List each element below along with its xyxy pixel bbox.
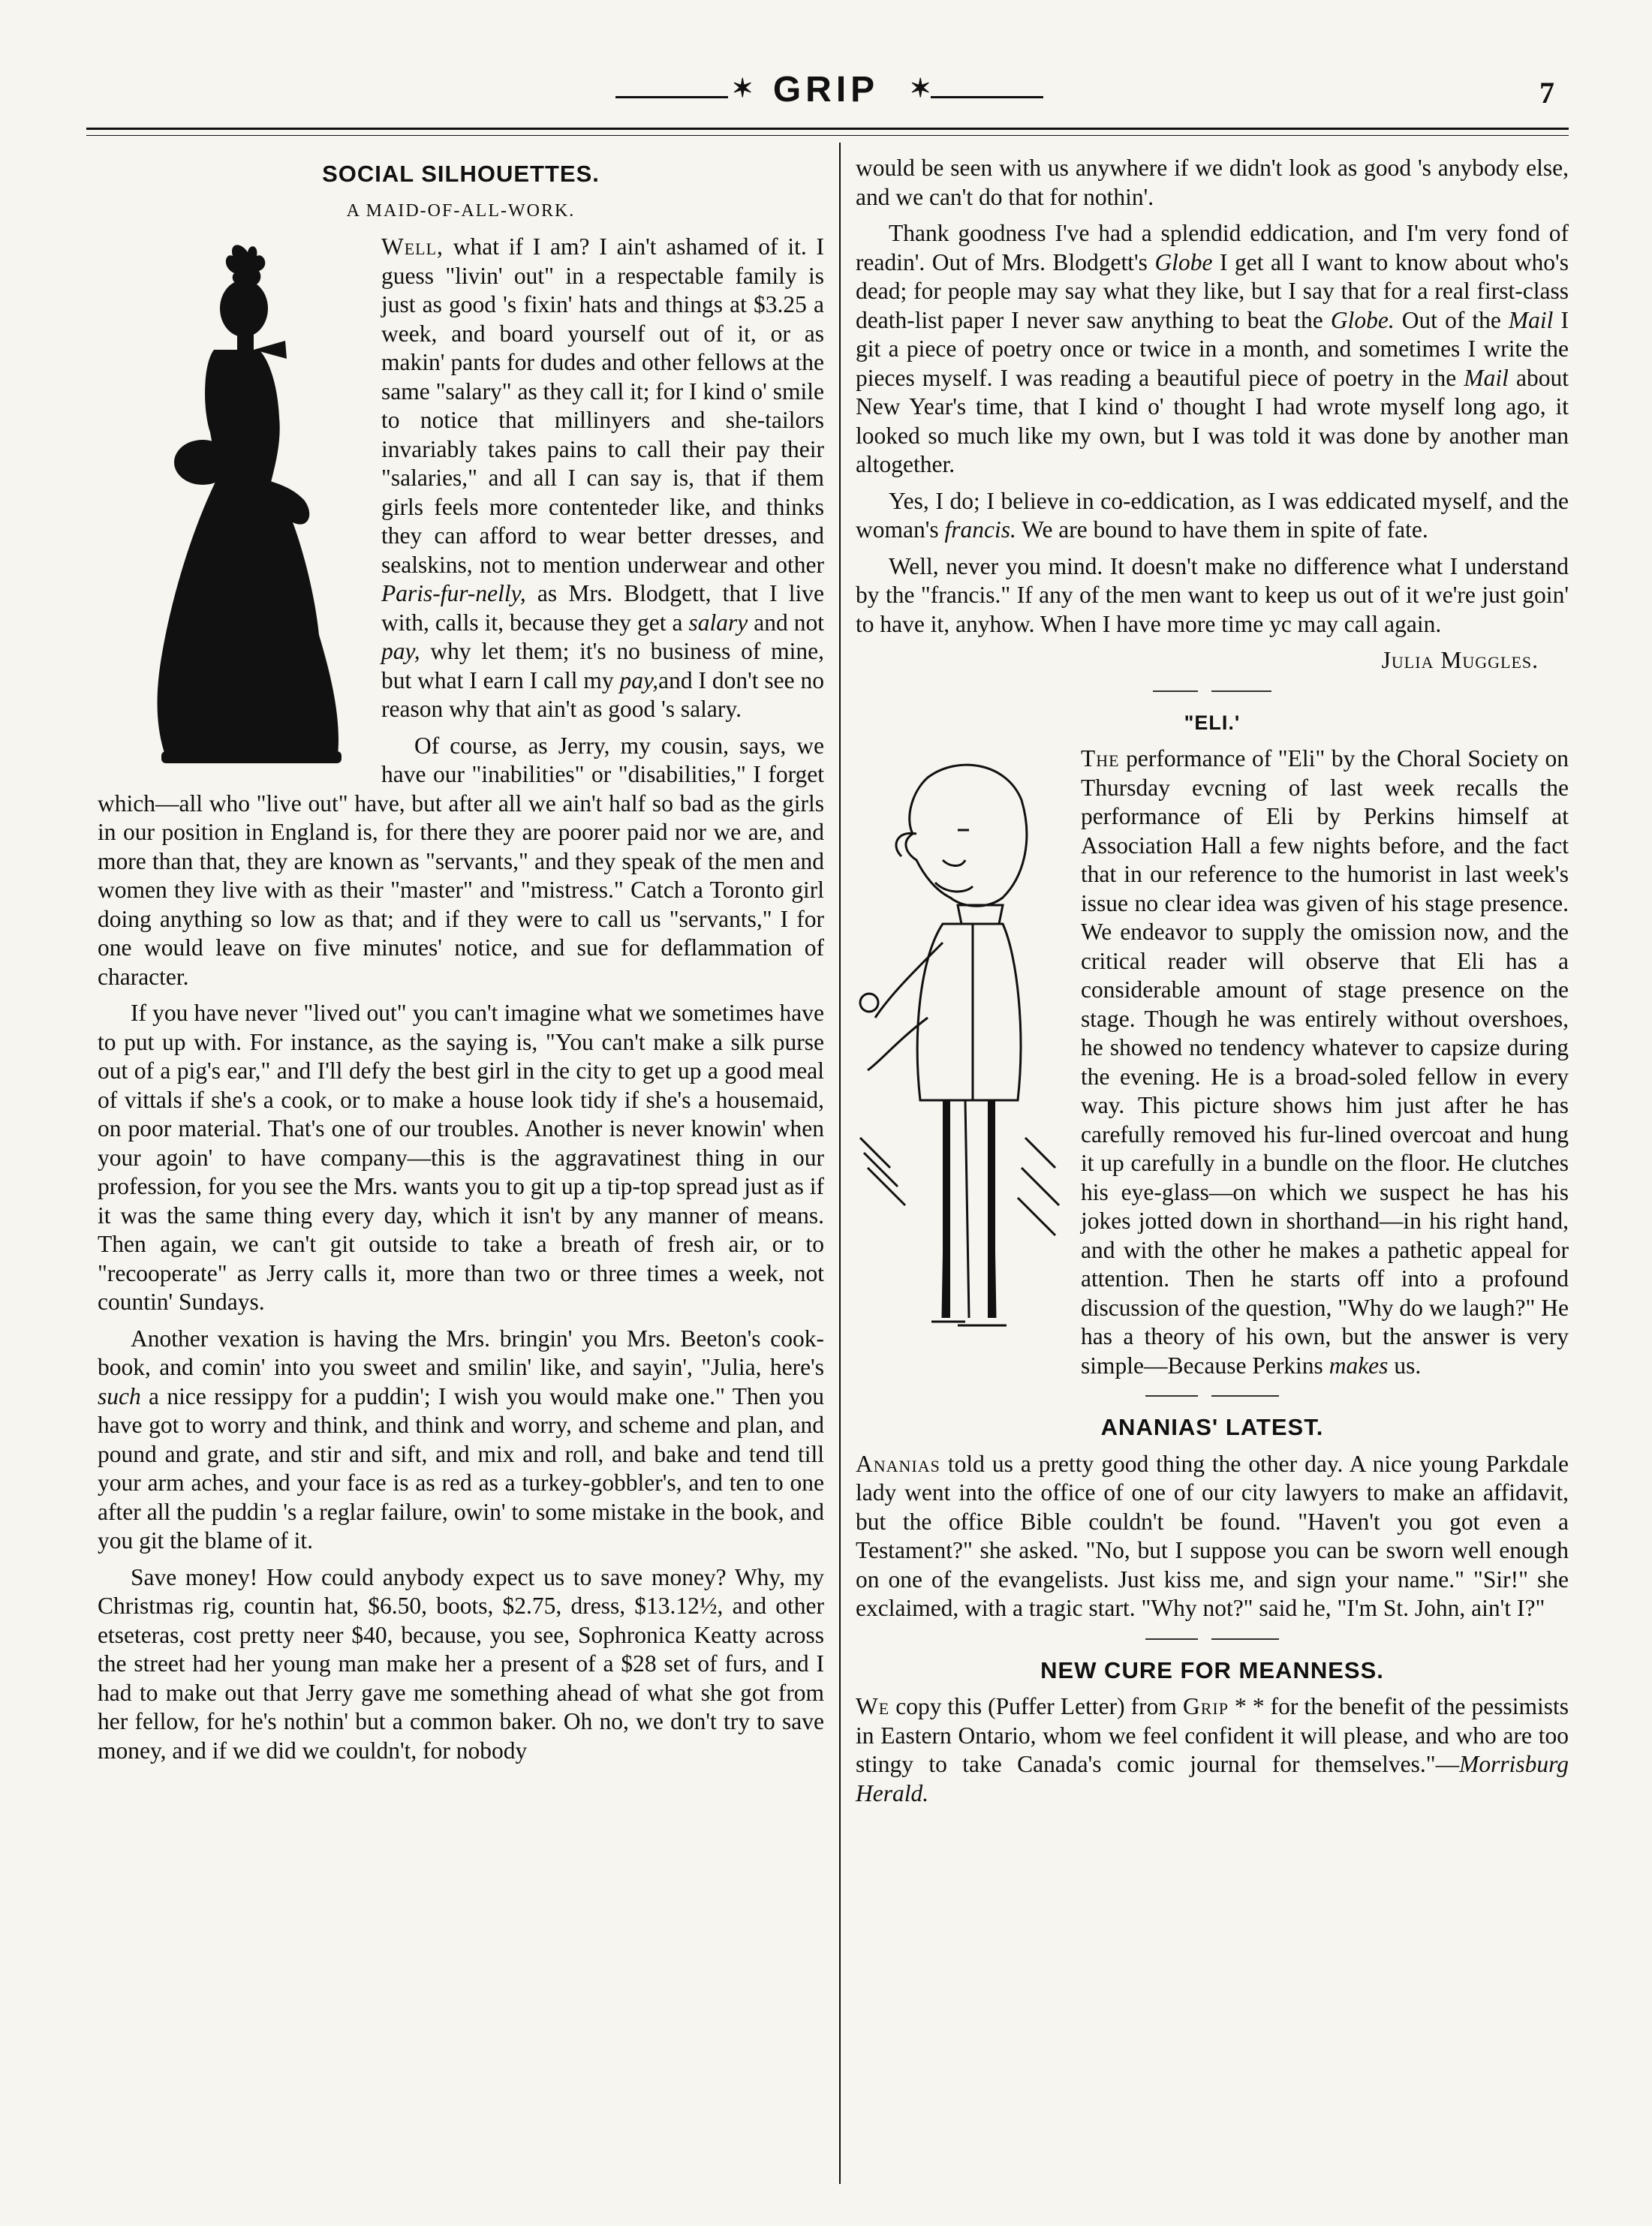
italic-text: Morrisburg Herald.	[856, 1751, 1569, 1806]
text-run: Out of the	[1394, 306, 1509, 333]
header-rule-thin	[86, 135, 1569, 136]
divider-segment	[1211, 690, 1271, 692]
italic-text: Mail	[1508, 306, 1554, 333]
section-divider	[856, 1638, 1569, 1640]
paragraph: Save money! How could anybody expect us to save money? Why, my Christmas rig, countin hat, $6.50, boots, $2.75, dress, $13.12½, and other etseteras, cost pretty neer $40, because, you see, Sophronica Keatty across the street had her young man make her a present of a $28 set of furs, and I had to make out that Jerry gave me something ahead of what she got from her fellow, for he's nothin' but a common baker. Oh no, we don't try to save money, and if we did we couldn't, for nobody	[98, 1563, 824, 1764]
paragraph: would be seen with us anywhere if we didn't look as good 's anybody else, and we can't do that for nothin'.	[856, 155, 1569, 210]
text-run: * * for the benefit of the pessimists in Eastern Ontario, whom we feel confident it will please, and who are too stingy to take Canada's comic journal for themselves."—	[856, 1693, 1569, 1777]
paragraph	[856, 487, 1569, 545]
text-run: I get all I want to know about who's dead; for people may say what they like, but I say that for a real first-class death-list paper I never saw anything to beat the	[856, 248, 1569, 333]
text-run: performance of "Eli" by the Choral Society on Thursday evcning of last week recalls the performance of Eli by Perkins himself at Association Hall a few nights before, and the fact that in our reference to the humorist in last week's issue no clear idea was given of his stage presence. We endeavor to supply the omission now, and the critical reader will observe that Eli has a considerable amount of stage presence on the stage. Though he was entirely without overshoes, he showed no tendency whatever to capsize during the evening. He is a broad-soled fellow in every way. This picture shows him just after he has carefully removed his fur-lined overcoat and hung it up carefully in a bundle on the floor. He clutches his eye-glass—on which we suspect he has his jokes jotted down in shorthand—in his right hand, and with the other he makes a pathetic appeal for attention. Then he starts off into a profound discussion of the question, "Why do we laugh?" He has a theory of his own, but the answer is very simple—Because Perkins	[1081, 745, 1569, 1379]
article-heading: ANANIAS' LATEST.	[1100, 1414, 1324, 1440]
text-run: and not	[748, 609, 824, 636]
italic-text: Globe	[1154, 248, 1213, 275]
divider-segment	[1145, 1638, 1198, 1640]
column-divider	[839, 143, 841, 2184]
author-signature: Julia Muggles.	[1381, 647, 1539, 673]
divider-segment	[1211, 1395, 1279, 1397]
section-divider	[856, 690, 1569, 692]
masthead	[0, 69, 1652, 114]
divider-segment	[1153, 690, 1198, 692]
text-run: We are bound to have them in spite of fate.	[1016, 516, 1428, 543]
section-divider	[856, 1395, 1569, 1397]
text-run: I git a piece of poetry once or twice in a month, and sometimes I write the pieces myself. I was reading a beautiful piece of poetry in the	[856, 306, 1569, 391]
divider-segment	[1145, 1395, 1198, 1397]
star-ornament-icon: ✶	[910, 75, 931, 103]
paragraph	[98, 1325, 824, 1556]
text-run: Yes, I do; I believe in co-eddication, as I was eddicated myself, and the woman's	[856, 487, 1569, 543]
text-run: why let them; it's no business of mine, but what I earn I call my	[381, 638, 824, 693]
text-run: and I don't see no reason why that ain't as good 's salary.	[381, 666, 825, 722]
publication-name: Grip	[1182, 1693, 1229, 1719]
right-column	[856, 154, 1569, 1815]
divider-segment	[1211, 1638, 1279, 1640]
italic-text: Paris-fur-nelly,	[381, 580, 526, 606]
masthead-rule-right	[931, 96, 1043, 98]
star-ornament-icon: ✶	[732, 75, 754, 103]
article-heading: "ELI.'	[1184, 711, 1241, 734]
article-heading: SOCIAL SILHOUETTES.	[322, 161, 600, 187]
woman-silhouette-icon	[90, 237, 368, 778]
italic-text: pay,	[381, 638, 420, 664]
italic-text: francis.	[944, 516, 1016, 543]
page-number: 7	[1539, 76, 1554, 110]
text-run: Another vexation is having the Mrs. bringin' you Mrs. Beeton's cook-book, and comin' into you sweet and smilin' like, and sayin', "Julia, here's	[98, 1325, 824, 1380]
italic-text: salary	[688, 609, 748, 636]
lead-word: We	[856, 1693, 890, 1719]
left-column	[98, 154, 824, 1773]
paragraph: Of course, as Jerry, my cousin, says, we have our "inabilities" or "disabilities," I forget which—all who "live out" have, but after all we ain't half so bad as the girls in our position in England is, for there they are poorer paid nor we are, and more than that, they are known as "servants," and they speak of the men and women they live with as their "master" and "mistress." Catch a Toronto girl doing anything so low as that; and if they were to call us "servants," I for one would leave on five minutes' notice, and sue for deflammation of character.	[98, 732, 824, 990]
paragraph: Well, never you mind. It doesn't make no difference what I understand by the "francis." If any of the men want to keep us out of it we're just goin' to have it, anyhow. When I have more time yc may call again.	[856, 552, 1569, 637]
text-run: Thank goodness I've had a splendid eddication, and I'm very fond of readin'. Out of Mrs. Blodgett's	[856, 220, 1569, 275]
text-run: us.	[1388, 1352, 1422, 1379]
paragraph	[856, 1692, 1569, 1808]
text-run: as Mrs. Blodgett, that I live with, calls it, because they get a	[381, 580, 824, 636]
text-run: what if I am? I ain't ashamed of it. I guess "livin' out" in a respectable family is just as good 's fixin' hats and things at $3.25 a week, and board yourself out of it, or as makin' pants for dudes and other fellows at the same "salary" as they call it; for I kind o' smile to notice that millinyers and she-tailors invariably takes pains to call their pay their "salaries," and all I can say is, that if them girls feels more contenteder like, and thinks they can afford to wear better dresses, and sealskins, not to mention underwear and other	[381, 233, 824, 578]
italic-text: Globe.	[1330, 306, 1395, 333]
italic-text: Mail	[1464, 364, 1509, 391]
text-run: a nice ressippy for a puddin'; I wish you would make one." Then you have got to worry and think, and think and worry, and scheme and plan, and pound and grate, and stir and sift, and mix and roll, and bake and tend till your arm aches, and your face is as red as a turkey-gobbler's, and ten to one after all the puddin 's a reglar failure, owin' to some mistake in the book, and you git the blame of it.	[98, 1382, 824, 1554]
lead-word: The	[1081, 745, 1120, 772]
text-run: about New Year's time, that I kind o' thought I had wrote myself long ago, it looked so much like my own, but I was told it was done by another man altogether.	[856, 364, 1569, 477]
paragraph: If you have never "lived out" you can't imagine what we sometimes have to put up with. For instance, as the saying is, "You can't make a silk purse out of a pig's ear," and I'll defy the best girl in the city to get up a good meal of vittals if she's a cook, or to make a house look tidy if she's a housemaid, on poor material. That's one of our troubles. Another is never knowin' when your agoin' to have company—this is the aggravatinest thing in our profession, for you see the Mrs. wants you to git up a tip-top spread just as if it was the same thing every day, which it isn't by any manner of means. Then again, we can't git outside to take a breath of fresh air, or to "recooperate" as Jerry calls it, more than two or three times a week, not countin' Sundays.	[98, 1000, 824, 1315]
text-run: copy this (Puffer Letter) from	[889, 1693, 1183, 1719]
text-run: told us a pretty good thing the other day. A nice young Parkdale lady went into the office of one of our city lawyers to make an affidavit, but the office Bible couldn't be found. "Haven't you got even a Testament?" she asked. "No, but I suppose you can be sworn well enough on one of the evangelists. Just kiss me, and sign your name." "Sir!" she exclaimed, with a tragic start. "Why not?" said he, "I'm St. John, ain't I?"	[856, 1450, 1569, 1621]
italic-text: pay,	[619, 666, 659, 693]
lead-word: Well,	[381, 233, 444, 260]
masthead-title: GRIP	[772, 70, 880, 110]
caricature-man-icon	[845, 748, 1070, 1393]
italic-text: makes	[1329, 1352, 1389, 1379]
paragraph	[856, 1450, 1569, 1623]
paragraph	[856, 219, 1569, 480]
article-heading: NEW CURE FOR MEANNESS.	[1040, 1656, 1384, 1683]
italic-text: such	[98, 1382, 141, 1409]
article-subheading: A MAID-OF-ALL-WORK.	[346, 200, 576, 221]
lead-word: Ananias	[856, 1450, 940, 1477]
header-rule	[86, 128, 1569, 130]
